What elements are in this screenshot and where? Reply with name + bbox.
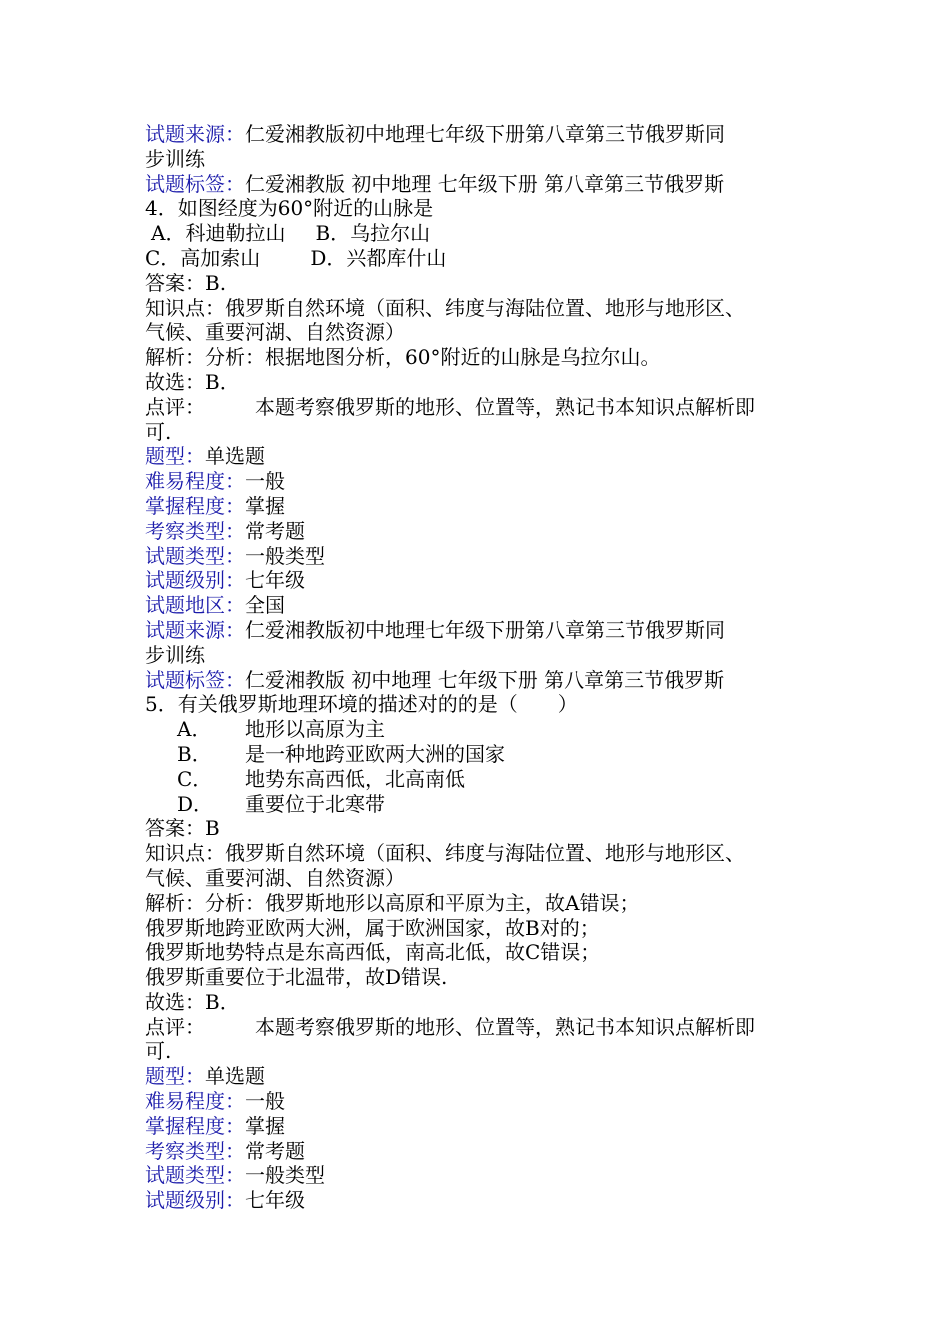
- q4-options-ab: [145, 221, 835, 246]
- meta-value: 单选题: [205, 1064, 265, 1089]
- option-key: A．: [177, 717, 212, 742]
- meta-value: 七年级: [245, 568, 305, 593]
- meta-row: [145, 444, 835, 469]
- meta-row: [145, 1139, 835, 1164]
- meta-value: 一般类型: [245, 1163, 325, 1188]
- source-line-cont: [145, 147, 835, 172]
- meta-value: 常考题: [245, 518, 305, 543]
- meta-value: 七年级: [245, 1188, 305, 1213]
- q5-analysis-cont: 俄罗斯地跨亚欧两大洲，属于欧洲国家，故B对的；: [145, 915, 600, 940]
- meta-label: 掌握程度：: [145, 493, 245, 518]
- q4-comment-cont: 可.: [145, 419, 172, 444]
- meta-row: [145, 1114, 835, 1139]
- q4-answer: 答案：B.: [145, 270, 227, 295]
- tags-label: 试题标签：: [145, 171, 245, 196]
- source-text: 仁爱湘教版初中地理七年级下册第八章第三节俄罗斯同: [245, 122, 725, 146]
- meta-row: [145, 1188, 835, 1213]
- meta-value: 全国: [245, 593, 285, 618]
- q5-stem: 5．有关俄罗斯地理环境的描述对的的是（ ）: [145, 692, 578, 717]
- q4-comment: [145, 395, 835, 420]
- meta-label: 掌握程度：: [145, 1113, 245, 1138]
- q5-answer: 答案：B: [145, 816, 220, 841]
- q4-comment-label: 点评：: [145, 394, 205, 419]
- q5-option-b: [145, 742, 835, 767]
- meta-label: 难易程度：: [145, 1089, 245, 1114]
- source-text-cont: 步训练: [145, 642, 205, 667]
- q4-stem: 4．如图经度为60°附近的山脉是: [145, 196, 434, 221]
- meta-row: [145, 1163, 835, 1188]
- document-body: [145, 122, 835, 1213]
- source-line: [145, 122, 835, 147]
- meta-label: 题型：: [145, 444, 205, 469]
- q5-comment: [145, 1015, 835, 1040]
- meta-value: 常考题: [245, 1138, 305, 1163]
- option-text: 重要位于北寒带: [245, 791, 385, 816]
- q4-comment-text: 本题考察俄罗斯的地形、位置等，熟记书本知识点解析即: [255, 394, 755, 419]
- meta-row: [145, 469, 835, 494]
- meta-row: [145, 593, 835, 618]
- meta-label: 试题级别：: [145, 568, 245, 593]
- q5-analysis-cont: 俄罗斯地势特点是东高西低，南高北低，故C错误；: [145, 940, 601, 965]
- meta-value: 掌握: [245, 1113, 285, 1138]
- meta-label: 试题类型：: [145, 1163, 245, 1188]
- meta-value: 一般: [245, 469, 285, 494]
- q4-option-c: C．高加索山: [145, 245, 261, 270]
- option-text: 地形以高原为主: [245, 717, 385, 742]
- tags-label: 试题标签：: [145, 667, 245, 692]
- q4-options-cd: [145, 246, 835, 271]
- option-key: C．: [177, 766, 213, 791]
- q5-knowledge: 知识点：俄罗斯自然环境（面积、纬度与海陆位置、地形与地形区、: [145, 841, 745, 866]
- q4-option-b: B．乌拉尔山: [315, 221, 431, 246]
- meta-label: 题型：: [145, 1064, 205, 1089]
- q5-analysis-cont: 俄罗斯重要位于北温带，故D错误.: [145, 965, 448, 990]
- meta-label: 试题级别：: [145, 1188, 245, 1213]
- meta-row: [145, 568, 835, 593]
- q5-comment-label: 点评：: [145, 1014, 205, 1039]
- meta-value: 一般: [245, 1089, 285, 1114]
- meta-row: [145, 544, 835, 569]
- option-key: D．: [177, 791, 214, 816]
- source-label: 试题来源：: [145, 122, 245, 146]
- tags-text: 仁爱湘教版 初中地理 七年级下册 第八章第三节俄罗斯: [245, 667, 725, 692]
- q5-knowledge-cont: 气候、重要河湖、自然资源）: [145, 865, 405, 890]
- source-line-cont: [145, 643, 835, 668]
- meta-row: [145, 1064, 835, 1089]
- tags-line: [145, 668, 835, 693]
- q5-option-d: [145, 792, 835, 817]
- meta-label: 考察类型：: [145, 1138, 245, 1163]
- meta-row: [145, 519, 835, 544]
- meta-row: [145, 494, 835, 519]
- tags-line: [145, 172, 835, 197]
- option-key: B．: [177, 741, 212, 766]
- source-line: [145, 618, 835, 643]
- q4-analysis: 解析：分析：根据地图分析，60°附近的山脉是乌拉尔山。: [145, 345, 661, 370]
- option-text: 是一种地跨亚欧两大洲的国家: [245, 741, 505, 766]
- meta-value: 掌握: [245, 493, 285, 518]
- q5-option-c: [145, 767, 835, 792]
- meta-value: 一般类型: [245, 543, 325, 568]
- option-text: 地势东高西低，北高南低: [245, 766, 465, 791]
- q4-option-a: A．科迪勒拉山: [151, 221, 286, 246]
- meta-label: 试题类型：: [145, 543, 245, 568]
- q5-choice: 故选：B．: [145, 989, 240, 1014]
- source-text-cont: 步训练: [145, 146, 205, 171]
- q5-analysis: 解析：分析：俄罗斯地形以高原和平原为主，故A错误；: [145, 890, 640, 915]
- q5-option-a: [145, 717, 835, 742]
- q4-choice: 故选：B．: [145, 369, 240, 394]
- q4-option-d: D．兴都库什山: [310, 245, 447, 270]
- q4-knowledge-cont: 气候、重要河湖、自然资源）: [145, 320, 405, 345]
- meta-label: 难易程度：: [145, 469, 245, 494]
- meta-label: 考察类型：: [145, 518, 245, 543]
- meta-label: 试题地区：: [145, 593, 245, 618]
- q5-comment-text: 本题考察俄罗斯的地形、位置等，熟记书本知识点解析即: [255, 1014, 755, 1039]
- q5-comment-cont: 可.: [145, 1039, 172, 1064]
- q4-knowledge: 知识点：俄罗斯自然环境（面积、纬度与海陆位置、地形与地形区、: [145, 295, 745, 320]
- meta-value: 单选题: [205, 444, 265, 469]
- source-label: 试题来源：: [145, 617, 245, 642]
- meta-row: [145, 1089, 835, 1114]
- source-text: 仁爱湘教版初中地理七年级下册第八章第三节俄罗斯同: [245, 617, 725, 642]
- tags-text: 仁爱湘教版 初中地理 七年级下册 第八章第三节俄罗斯: [245, 171, 725, 196]
